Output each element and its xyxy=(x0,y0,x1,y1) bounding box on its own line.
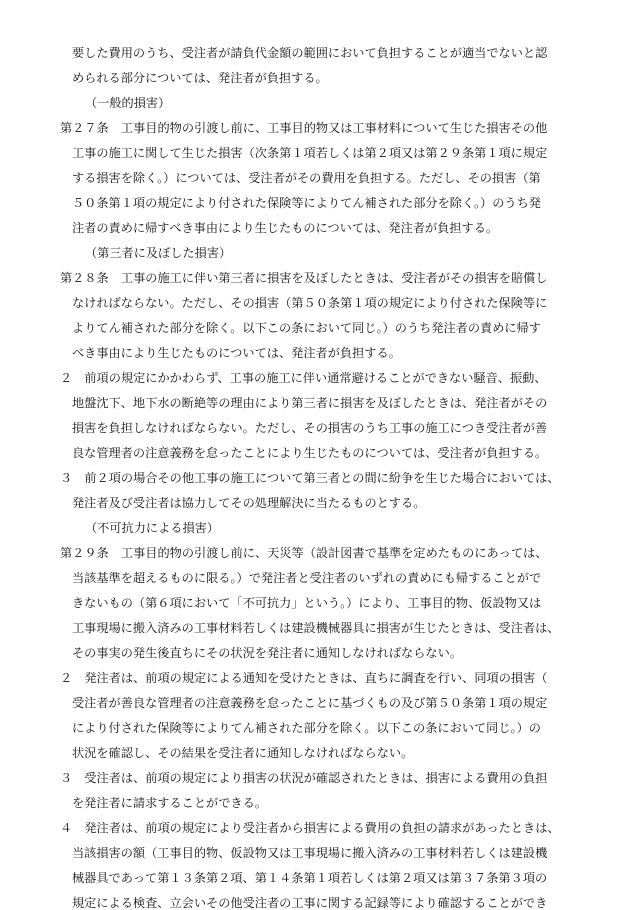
section-caption: （一般的損害） xyxy=(85,96,171,110)
paragraph-number-line: ２ 発注者は、前項の規定による通知を受けたときは、直ちに調査を行い、同項の損害（ xyxy=(60,671,548,685)
text-line: 注者の責めに帰すべき事由により生じたものについては、発注者が負担する。 xyxy=(72,221,499,235)
text-line: ５０条第１項の規定により付された保険等によりてん補された部分を除く。）のうち発 xyxy=(72,196,541,210)
text-line: その事実の発生後直ちにその状況を発注者に通知しなければならない。 xyxy=(72,646,462,660)
article-heading-line: 第２８条 工事の施工に伴い第三者に損害を及ぼしたときは、受注者がその損害を賠償し xyxy=(60,271,548,285)
text-line: 損害を負担しなければならない。ただし、その損害のうち工事の施工につき受注者が善 xyxy=(72,421,548,435)
text-line: により付された保険等によりてん補された部分を除く。以下この条において同じ。）の xyxy=(72,721,541,735)
text-line: 工事現場に搬入済みの工事材料若しくは建設機械器具に損害が生じたときは、受注者は、 xyxy=(72,621,560,635)
text-line: する損害を除く。）については、受注者がその費用を負担する。ただし、その損害（第 xyxy=(72,171,541,185)
text-line: なければならない。ただし、その損害（第５０条第１項の規定により付された保険等に xyxy=(72,296,548,310)
article-heading-line: 第２９条 工事目的物の引渡し前に、天災等（設計図書で基準を定めたものにあっては、 xyxy=(60,546,548,560)
text-line: 械器具であって第１３条第２項、第１４条第１項若しくは第２項又は第３７条第３項の xyxy=(72,871,548,885)
text-line: 規定による検査、立会いその他受注者の工事に関する記録等により確認することができ xyxy=(72,896,548,910)
text-line: 地盤沈下、地下水の断絶等の理由により第三者に損害を及ぼしたときは、発注者がその xyxy=(72,396,548,410)
section-caption: （第三者に及ぼした損害） xyxy=(85,246,232,260)
paragraph-number-line: ４ 発注者は、前項の規定により受注者から損害による費用の負担の請求があったときは、 xyxy=(60,821,560,835)
text-line: 良な管理者の注意義務を怠ったことにより生じたものについては、受注者が負担する。 xyxy=(72,446,548,460)
text-line: 発注者及び受注者は協力してその処理解決に当たるものとする。 xyxy=(72,496,426,510)
text-line: 当該損害の額（工事目的物、仮設物又は工事現場に搬入済みの工事材料若しくは建設機 xyxy=(72,846,548,860)
article-heading-line: 第２７条 工事目的物の引渡し前に、工事目的物又は工事材料について生じた損害その他 xyxy=(60,121,548,135)
section-caption: （不可抗力による損害） xyxy=(85,521,220,535)
paragraph-number-line: ３ 受注者は、前項の規定により損害の状況が確認されたときは、損害による費用の負担 xyxy=(60,771,548,785)
text-line: べき事由により生じたものについては、発注者が負担する。 xyxy=(72,346,401,360)
text-line: きないもの（第６項において「不可抗力」という。）により、工事目的物、仮設物又は xyxy=(72,596,542,610)
text-line: 要した費用のうち、受注者が請負代金額の範囲において負担することが適当でないと認 xyxy=(72,46,548,60)
text-line: められる部分については、発注者が負担する。 xyxy=(72,71,328,85)
text-line: 状況を確認し、その結果を受注者に通知しなければならない。 xyxy=(72,746,414,760)
paragraph-number-line: ３ 前２項の場合その他工事の施工について第三者との間に紛争を生じた場合においては、 xyxy=(60,471,560,485)
text-line: 工事の施工に関して生じた損害（次条第１項若しくは第２項又は第２９条第１項に規定 xyxy=(72,146,548,160)
paragraph-number-line: ２ 前項の規定にかかわらず、工事の施工に伴い通常避けることができない騒音、振動、 xyxy=(60,371,547,385)
text-line: を発注者に請求することができる。 xyxy=(72,796,267,810)
text-line: 当該基準を超えるものに限る。）で発注者と受注者のいずれの責めにも帰することがで xyxy=(72,571,542,585)
text-line: よりてん補された部分を除く。以下この条において同じ。）のうち発注者の責めに帰す xyxy=(72,321,541,335)
text-line: 受注者が善良な管理者の注意義務を怠ったことに基づくもの及び第５０条第１項の規定 xyxy=(72,696,548,710)
